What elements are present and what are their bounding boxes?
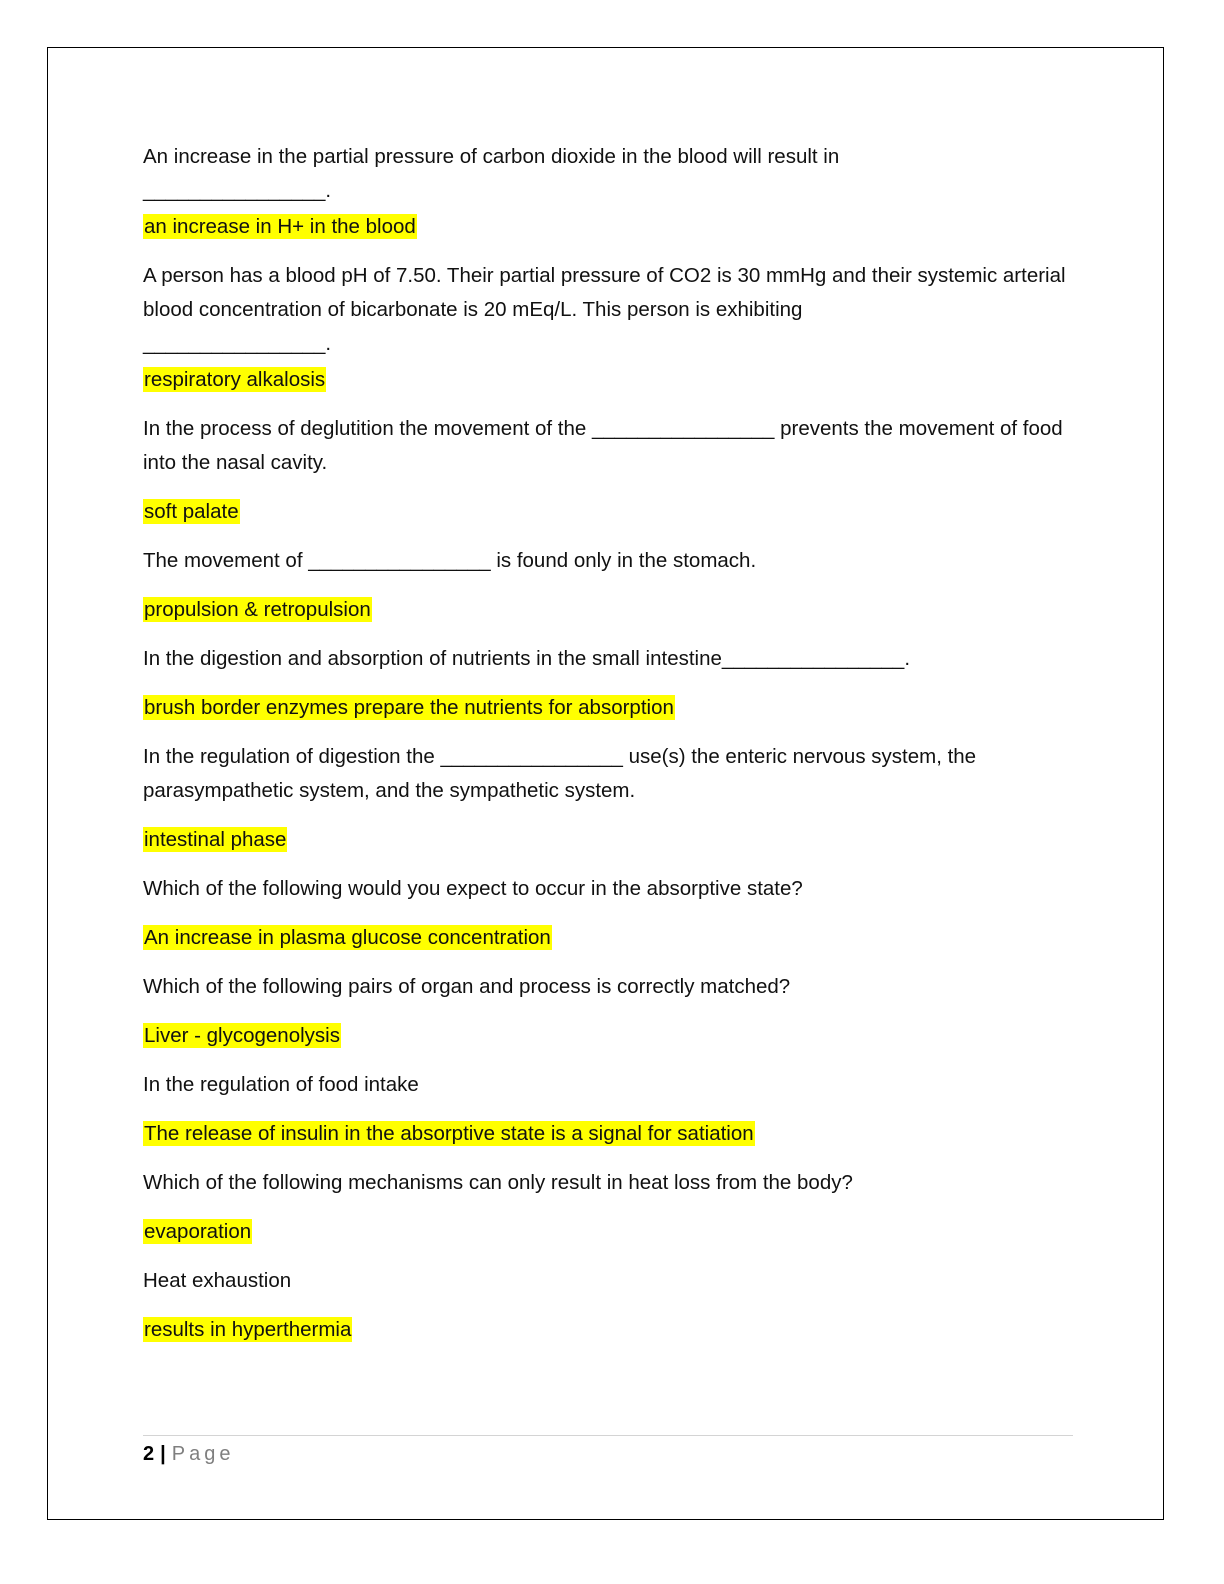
question-text: Which of the following pairs of organ and process is correctly matched? <box>143 975 791 998</box>
answer-2 <box>143 363 1078 397</box>
footer-separator: | <box>160 1443 166 1465</box>
question-blank: ________________. <box>143 332 332 355</box>
answer-7 <box>143 921 1078 955</box>
answer-6 <box>143 823 1078 857</box>
footer-divider <box>143 1435 1073 1436</box>
page-footer <box>143 1440 234 1468</box>
question-2 <box>143 259 1078 361</box>
question-text: Heat exhaustion <box>143 1269 292 1292</box>
answer-1 <box>143 210 1078 244</box>
answer-highlight: Liver - glycogenolysis <box>144 1024 340 1047</box>
answer-10 <box>143 1215 1078 1249</box>
question-text: In the regulation of food intake <box>143 1073 419 1096</box>
answer-highlight: evaporation <box>144 1220 252 1243</box>
question-5 <box>143 642 1078 676</box>
page-number: 2 <box>143 1443 155 1465</box>
question-8 <box>143 970 1078 1004</box>
question-11 <box>143 1264 1078 1298</box>
question-10 <box>143 1166 1078 1200</box>
question-1 <box>143 140 1078 208</box>
answer-highlight: intestinal phase <box>144 828 287 851</box>
question-text: In the process of deglutition the movement of the ________________ prevents the movement of food into the nasal cavity. <box>143 417 1063 474</box>
answer-highlight: an increase in H+ in the blood <box>144 215 416 238</box>
answer-highlight: respiratory alkalosis <box>144 368 326 391</box>
answer-highlight: The release of insulin in the absorptive state is a signal for satiation <box>144 1122 754 1145</box>
answer-highlight: results in hyperthermia <box>144 1318 352 1341</box>
answer-9 <box>143 1117 1078 1151</box>
question-9 <box>143 1068 1078 1102</box>
question-text: The movement of ________________ is found only in the stomach. <box>143 549 757 572</box>
answer-4 <box>143 593 1078 627</box>
question-text: In the regulation of digestion the ________________ use(s) the enteric nervous system, the parasympathetic system, and the sympathetic system. <box>143 745 977 802</box>
question-6 <box>143 740 1078 808</box>
question-text: In the digestion and absorption of nutrients in the small intestine________________. <box>143 647 911 670</box>
question-text: An increase in the partial pressure of carbon dioxide in the blood will result in <box>143 145 840 168</box>
question-text: Which of the following would you expect to occur in the absorptive state? <box>143 877 803 900</box>
page-label: Page <box>171 1443 235 1465</box>
answer-highlight: An increase in plasma glucose concentration <box>144 926 551 949</box>
answer-3 <box>143 495 1078 529</box>
answer-highlight: soft palate <box>144 500 239 523</box>
question-blank: ________________. <box>143 179 332 202</box>
answer-5 <box>143 691 1078 725</box>
answer-8 <box>143 1019 1078 1053</box>
answer-11 <box>143 1313 1078 1347</box>
question-4 <box>143 544 1078 578</box>
answer-highlight: propulsion & retropulsion <box>144 598 371 621</box>
question-7 <box>143 872 1078 906</box>
question-text: A person has a blood pH of 7.50. Their partial pressure of CO2 is 30 mmHg and their systemic arterial blood concentration of bicarbonate is 20 mEq/L. This person is exhibiting <box>143 264 1066 321</box>
document-body <box>143 140 1078 1347</box>
question-3 <box>143 412 1078 480</box>
answer-highlight: brush border enzymes prepare the nutrients for absorption <box>144 696 674 719</box>
question-text: Which of the following mechanisms can only result in heat loss from the body? <box>143 1171 853 1194</box>
